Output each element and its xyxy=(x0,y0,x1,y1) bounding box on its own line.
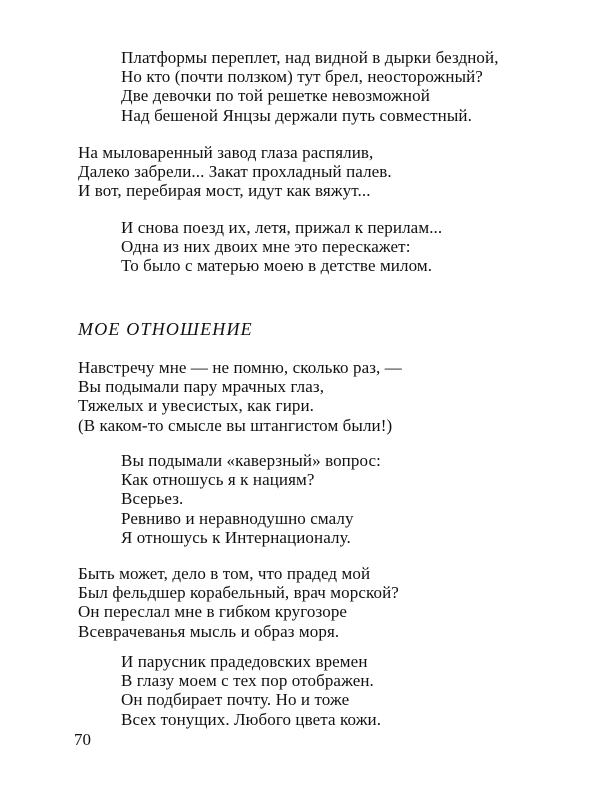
poem-line: (В каком-то смысле вы штангистом были!) xyxy=(78,415,393,435)
poem-line: Платформы переплет, над видной в дырки бездной, xyxy=(121,48,499,67)
poem-line: Над бешеной Янцзы держали путь совместный. xyxy=(121,105,472,125)
poem-line: В глазу моем с тех пор отображен. xyxy=(121,671,374,691)
stanza-3 xyxy=(121,218,442,276)
poem-line: Всех тонущих. Любого цвета кожи. xyxy=(121,709,382,729)
poem-line: Был фельдшер корабельный, врач морской? xyxy=(78,583,399,603)
stanza-2 xyxy=(78,143,392,201)
poem-line: Далеко забрели... Закат прохладный палев. xyxy=(78,162,392,182)
poem-line: То было с матерью моею в детстве милом. xyxy=(121,256,433,276)
poem-line: И снова поезд их, летя, прижал к перилам... xyxy=(121,218,443,237)
poem-line: Тяжелых и увесистых, как гири. xyxy=(78,396,315,416)
poem-line: На мыловаренный завод глаза распялив, xyxy=(78,143,374,162)
poem-line: Он подбирает почту. Но и тоже xyxy=(121,690,350,710)
poem-line: Я отношусь к Интернационалу. xyxy=(121,527,351,547)
poem-stanza-1 xyxy=(78,358,402,435)
poem-line: Ревниво и неравнодушно смалу xyxy=(121,508,354,528)
poem-line: Две девочки по той решетке невозможной xyxy=(121,86,430,106)
poem-line: Навстречу мне — не помню, сколько раз, — xyxy=(78,358,402,377)
poem-line: И вот, перебирая мост, идут как вяжут... xyxy=(78,181,371,201)
poem-line: Он переслал мне в гибком кругозоре xyxy=(78,602,348,622)
poem-line: И парусник прадедовских времен xyxy=(121,652,368,671)
poem-line: Вы подымали пару мрачных глаз, xyxy=(78,377,325,397)
poem-line: Как отношусь я к нациям? xyxy=(121,470,315,490)
poem-line: Вы подымали «каверзный» вопрос: xyxy=(121,451,381,470)
page-number: 70 xyxy=(74,730,91,749)
poem-title: МОЕ ОТНОШЕНИЕ xyxy=(78,319,253,339)
stanza-1 xyxy=(121,48,499,125)
poem-line: Но кто (почти ползком) тут брел, неосторожный? xyxy=(121,67,483,87)
poem-stanza-4 xyxy=(121,652,381,729)
poem-stanza-3 xyxy=(78,564,399,641)
poem-stanza-2 xyxy=(121,451,381,547)
poem-line: Одна из них двоих мне это перескажет: xyxy=(121,237,411,257)
poem-line: Всеврачеванья мысль и образ моря. xyxy=(78,621,340,641)
poem-line: Всерьез. xyxy=(121,489,184,509)
poem-line: Быть может, дело в том, что прадед мой xyxy=(78,564,371,583)
